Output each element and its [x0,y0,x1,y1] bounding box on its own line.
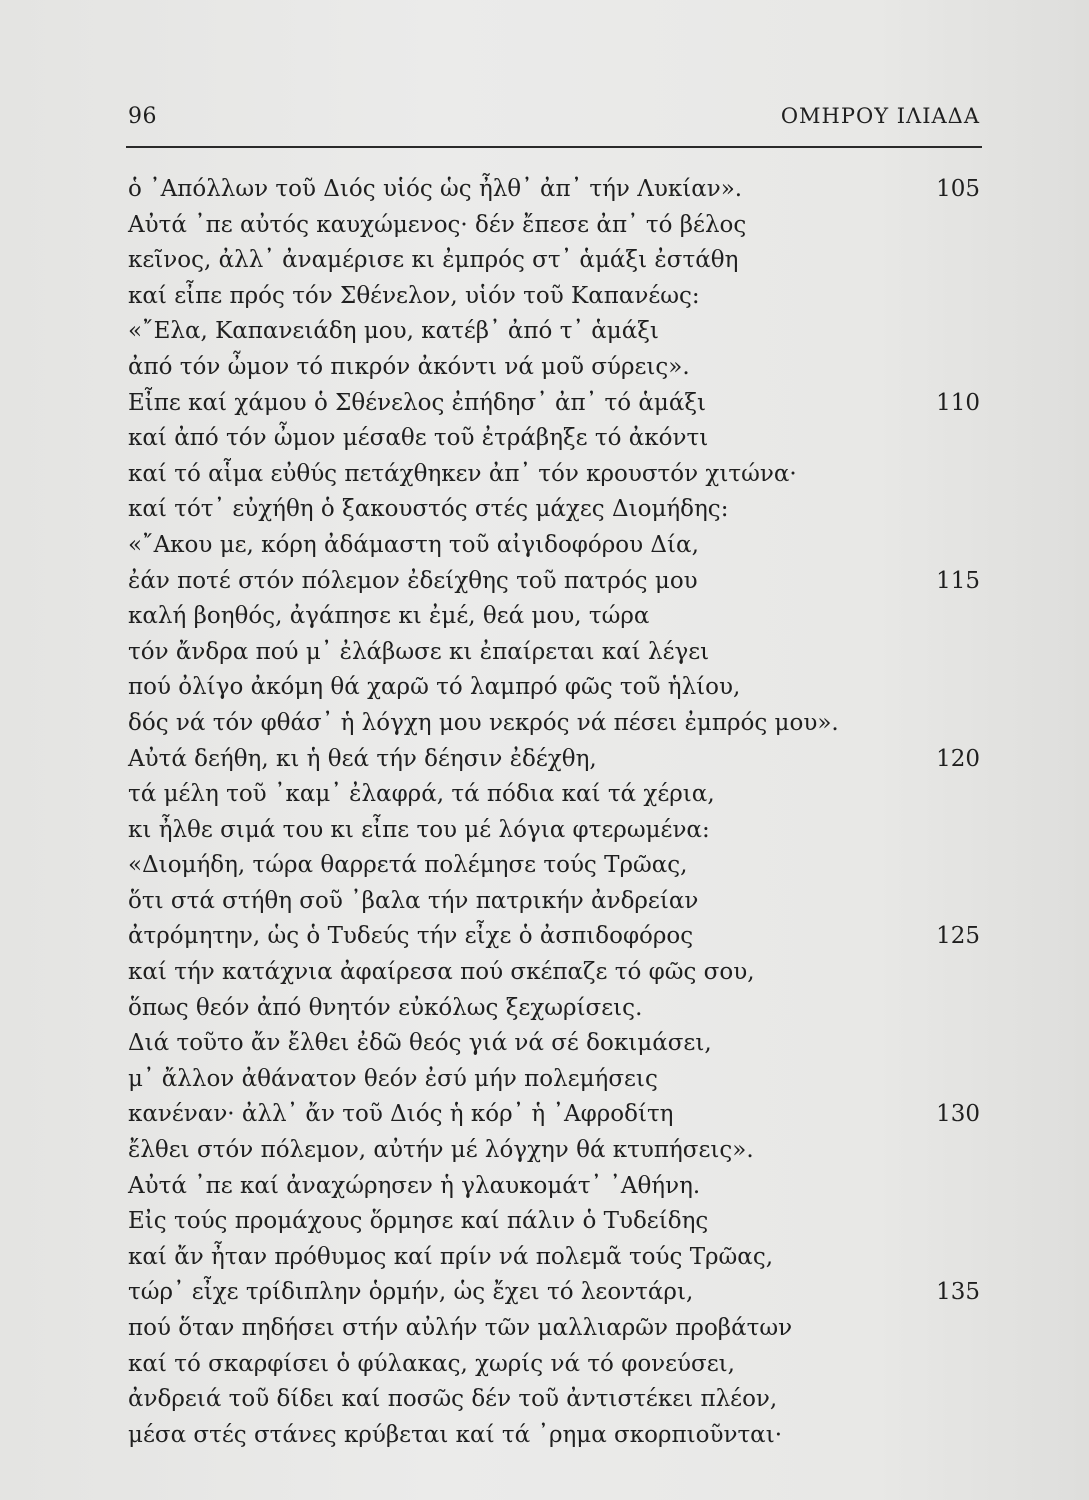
verse-line [128,884,980,920]
verse-line [128,1275,980,1311]
line-number: 125 [936,923,980,950]
verse-text: «῎Ελα, Καπανειάδη μου, κατέβ᾿ ἀπό τ᾿ ἁμάξι [128,318,659,345]
verse-text: «Διομήδη, τώρα θαρρετά πολέμησε τούς Τρῶας, [128,852,688,879]
verse-text: ἀπό τόν ὦμον τό πικρόν ἀκόντι νά μοῦ σύρεις». [128,353,690,380]
verse-line [128,350,980,386]
verse-text: καλή βοηθός, ἀγάπησε κι ἐμέ, θεά μου, τώρα [128,603,650,630]
page-header [128,104,980,144]
verse-line [128,635,980,671]
verse-text: καί τότ᾿ εὐχήθη ὁ ξακουστός στές μάχες Διομήδης: [128,496,729,523]
verse-text: μέσα στές στάνες κρύβεται καί τά ᾿ρημα σκορπιοῦνται· [128,1421,783,1448]
verse-text: ὅτι στά στήθη σοῦ ᾿βαλα τήν πατρικήν ἀνδρείαν [128,887,699,914]
page-number: 96 [128,104,157,129]
verse-text: «῎Ακου με, κόρη ἀδάμαστη τοῦ αἰγιδοφόρου Δία, [128,531,699,558]
verse-text: κανέναν· ἀλλ᾿ ἄν τοῦ Διός ἡ κόρ᾿ ἡ ᾿Αφροδίτη [128,1101,674,1128]
verse-line [128,813,980,849]
verse-text: Αὐτά ᾿πε αὐτός καυχώμενος· δέν ἔπεσε ἀπ᾿ τό βέλος [128,211,747,238]
verse-line [128,955,980,991]
verse-line [128,1311,980,1347]
verse-line [128,777,980,813]
verse-line [128,706,980,742]
verse-text: καί ἀπό τόν ὦμον μέσαθε τοῦ ἐτράβηξε τό ἀκόντι [128,425,709,452]
verse-line [128,742,980,778]
verse-line [128,279,980,315]
verse-text: ἐάν ποτέ στόν πόλεμον ἐδείχθης τοῦ πατρός μου [128,567,698,594]
verse-text: τά μέλη τοῦ ᾿καμ᾿ ἐλαφρά, τά πόδια καί τά χέρια, [128,781,715,808]
verse-line [128,208,980,244]
line-number: 120 [936,745,980,772]
verse-line [128,421,980,457]
verse-line [128,919,980,955]
verse-line [128,991,980,1027]
verse-text: καί εἶπε πρός τόν Σθένελον, υἱόν τοῦ Καπανέως: [128,282,700,309]
verse-text: ἀτρόμητην, ὡς ὁ Τυδεύς τήν εἶχε ὁ ἀσπιδοφόρος [128,923,694,950]
verse-line [128,457,980,493]
verse-text: τόν ἄνδρα πού μ᾿ ἐλάβωσε κι ἐπαίρεται καί λέγει [128,638,710,665]
verse-line [128,528,980,564]
verse-text: Διά τοῦτο ἄν ἔλθει ἐδῶ θεός γιά νά σέ δοκιμάσει, [128,1030,712,1057]
verse-text: τώρ᾿ εἶχε τρίδιπλην ὁρμήν, ὡς ἔχει τό λεοντάρι, [128,1279,694,1306]
verse-text: καί τό αἷμα εὐθύς πετάχθηκεν ἀπ᾿ τόν κρουστόν χιτώνα· [128,460,797,487]
verse-text: δός νά τόν φθάσ᾿ ἡ λόγχη μου νεκρός νά πέσει ἐμπρός μου». [128,709,839,736]
verse-line [128,492,980,528]
line-number: 130 [936,1101,980,1128]
verse-text: Εἰς τούς προμάχους ὅρμησε καί πάλιν ὁ Τυδείδης [128,1208,709,1235]
verse-line [128,670,980,706]
verse-line [128,172,980,208]
verse-line [128,1133,980,1169]
verse-text: μ᾿ ἄλλον ἀθάνατον θεόν ἐσύ μήν πολεμήσεις [128,1065,658,1092]
poem-text [128,172,980,1453]
verse-line [128,1026,980,1062]
verse-line [128,1418,980,1454]
verse-text: πού ὀλίγο ἀκόμη θά χαρῶ τό λαμπρό φῶς τοῦ ἡλίου, [128,674,741,701]
verse-line [128,1062,980,1098]
verse-line [128,1097,980,1133]
verse-text: πού ὅταν πηδήσει στήν αὐλήν τῶν μαλλιαρῶν προβάτων [128,1315,793,1341]
line-number: 105 [936,176,980,202]
verse-line [128,314,980,350]
verse-line [128,1382,980,1418]
verse-line [128,1169,980,1205]
verse-line [128,243,980,279]
verse-line [128,599,980,635]
verse-line [128,386,980,422]
verse-text: καί τήν κατάχνια ἀφαίρεσα πού σκέπαζε τό φῶς σου, [128,959,755,986]
line-number: 115 [936,567,980,594]
verse-text: καί τό σκαρφίσει ὁ φύλακας, χωρίς νά τό φονεύσει, [128,1350,735,1377]
verse-text: ἀνδρειά τοῦ δίδει καί ποσῶς δέν τοῦ ἀντιστέκει πλέον, [128,1386,778,1413]
verse-line [128,848,980,884]
verse-text: ὅπως θεόν ἀπό θνητόν εὐκόλως ξεχωρίσεις. [128,994,643,1021]
verse-text: Αὐτά ᾿πε καί ἀναχώρησεν ἡ γλαυκομάτ᾿ ᾿Αθήνη. [128,1172,701,1199]
running-title: ΟΜΗΡΟΥ ΙΛΙΑΔΑ [780,104,980,128]
verse-text: ὁ ᾿Απόλλων τοῦ Διός υἱός ὡς ἦλθ᾿ ἀπ᾿ τήν Λυκίαν». [128,176,743,202]
header-rule [126,146,982,148]
line-number: 110 [936,389,980,416]
verse-line [128,1240,980,1276]
verse-line [128,1204,980,1240]
verse-text: καί ἄν ἦταν πρόθυμος καί πρίν νά πολεμᾶ τούς Τρῶας, [128,1243,774,1270]
verse-line [128,564,980,600]
verse-text: κεῖνος, ἀλλ᾿ ἀναμέρισε κι ἐμπρός στ᾿ ἁμάξι ἐστάθη [128,247,739,274]
line-number: 135 [936,1279,980,1306]
verse-line [128,1347,980,1383]
verse-text: Αὐτά δεήθη, κι ἡ θεά τήν δέησιν ἐδέχθη, [128,745,597,772]
verse-text: ἔλθει στόν πόλεμον, αὐτήν μέ λόγχην θά κτυπήσεις». [128,1137,754,1164]
verse-text: Εἶπε καί χάμου ὁ Σθένελος ἐπήδησ᾿ ἀπ᾿ τό ἁμάξι [128,389,707,416]
verse-text: κι ἦλθε σιμά του κι εἶπε του μέ λόγια φτερωμένα: [128,816,710,843]
